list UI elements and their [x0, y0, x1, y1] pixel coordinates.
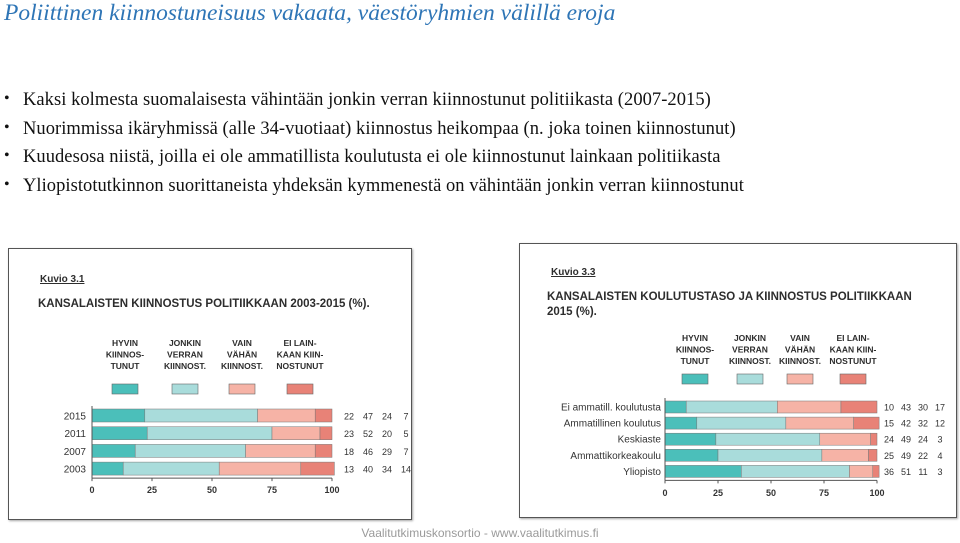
chart-caption: Kuvio 3.1 [40, 274, 85, 285]
data-label: 22 [343, 411, 355, 422]
bar-segment [873, 465, 879, 477]
data-label: 24 [883, 434, 895, 445]
bullet-symbol: • [4, 118, 10, 136]
bar-segment [272, 427, 320, 440]
legend-entry [164, 338, 206, 394]
legend-swatch [229, 384, 255, 394]
data-label: 46 [362, 446, 374, 457]
bar-segment [92, 409, 145, 422]
bar-segment [869, 449, 877, 461]
chart-svg [520, 244, 957, 518]
chart-svg [9, 249, 412, 520]
bar-segment [135, 444, 245, 457]
x-tick-label: 25 [146, 485, 158, 495]
bar-segment [716, 433, 820, 445]
x-tick-label: 100 [869, 488, 885, 498]
legend-label: VAIN [232, 338, 252, 348]
legend-label: EI LAIN- [836, 333, 870, 343]
footer-source: Vaalitutkimuskonsortio - www.vaalitutkimus.fi [361, 526, 599, 540]
legend-label: VÄHÄN [226, 349, 258, 360]
data-label: 51 [900, 466, 912, 477]
slide-title: Poliittinen kiinnostuneisuus vakaata, väestöryhmien välillä eroja [4, 0, 616, 26]
bullet-text: Nuorimmissa ikäryhmissä (alle 34-vuotiaat) kiinnostus heikompaa (n. joka toinen kiinnostunut) [23, 118, 736, 139]
bar-segment [246, 444, 316, 457]
data-label: 32 [917, 418, 929, 429]
legend-label: TUNUT [680, 356, 710, 366]
x-tick-label: 0 [89, 485, 95, 495]
bar-segment [665, 449, 718, 461]
data-label: 30 [917, 402, 929, 413]
legend-label: KIINNOST. [778, 356, 822, 366]
bar-segment [741, 465, 849, 477]
legend-label: JONKIN [733, 333, 767, 343]
data-label: 22 [917, 450, 929, 461]
legend-swatch [840, 374, 866, 384]
bar-segment [315, 409, 332, 422]
data-label: 17 [934, 402, 946, 413]
data-label: 29 [381, 446, 393, 457]
data-label: 25 [883, 450, 895, 461]
data-label: 18 [343, 446, 355, 457]
bar-segment [686, 401, 777, 413]
chart-title: KANSALAISTEN KIINNOSTUS POLITIIKKAAN 2003-2015 (%). [38, 298, 370, 310]
bar-segment [145, 409, 258, 422]
legend-swatch [682, 374, 708, 384]
bullet-text: Kuudesosa niistä, joilla ei ole ammatillista koulutusta ei ole kiinnostunut lainkaan politiikasta [23, 147, 721, 167]
bar-segment [320, 427, 332, 440]
legend-entry [106, 338, 144, 394]
legend-label: HYVIN [682, 333, 708, 343]
legend-label: KIINNOS- [105, 349, 145, 360]
legend-label: NOSTUNUT [829, 356, 877, 366]
bullet-symbol: • [4, 147, 10, 164]
bar-segment [301, 462, 335, 475]
legend-label: KAAN KIIN- [829, 344, 877, 355]
bar-segment [665, 401, 686, 413]
bar-segment [820, 433, 871, 445]
data-label: 7 [403, 446, 409, 457]
legend-label: VERRAN [167, 349, 203, 360]
data-label: 52 [362, 429, 374, 440]
category-label: 2003 [63, 464, 86, 476]
legend-label: KIINNOST. [728, 356, 772, 366]
data-label: 20 [381, 429, 393, 440]
bar-segment [871, 433, 877, 445]
bullet-symbol: • [4, 175, 10, 193]
legend-label: NOSTUNUT [276, 361, 324, 371]
bullet-item [4, 147, 960, 176]
bar-segment [315, 444, 332, 457]
chart-interest-2003-2015 [8, 248, 412, 520]
bullet-text: Kaksi kolmesta suomalaisesta vähintään jonkin verran kiinnostunut politiikasta (2007-2015) [23, 90, 711, 110]
data-label: 36 [883, 466, 895, 477]
legend-swatch [737, 374, 763, 384]
category-label: Yliopisto [623, 466, 661, 478]
data-label: 3 [937, 434, 943, 445]
data-label: 40 [362, 464, 374, 475]
legend-label: KAAN KIIN- [276, 349, 324, 360]
legend-entry [829, 333, 877, 384]
data-label: 49 [900, 450, 912, 461]
bar-segment [92, 462, 123, 475]
legend-label: VÄHÄN [784, 344, 816, 355]
data-label: 5 [403, 429, 409, 440]
bullet-symbol: • [4, 90, 10, 107]
x-tick-label: 50 [765, 488, 777, 498]
data-label: 7 [403, 411, 409, 422]
legend-entry [729, 333, 771, 384]
data-label: 47 [362, 411, 374, 422]
data-label: 10 [883, 402, 895, 413]
legend-entry [276, 338, 324, 394]
category-label: Keskiaste [617, 434, 661, 446]
bar-segment [841, 401, 877, 413]
legend-label: TUNUT [110, 361, 140, 371]
data-label: 14 [400, 464, 412, 475]
category-label: Ammatillinen koulutus [563, 418, 661, 430]
bullet-text: Yliopistotutkinnon suorittaneista yhdeksän kymmenestä on vähintään jonkin verran kiinnostunut [23, 175, 744, 196]
legend-label: VAIN [790, 333, 810, 343]
bar-segment [849, 465, 872, 477]
category-label: 2011 [64, 429, 86, 441]
chart-caption: Kuvio 3.3 [551, 267, 596, 278]
data-label: 43 [900, 402, 912, 413]
data-label: 3 [937, 466, 943, 477]
x-tick-label: 100 [324, 485, 340, 495]
category-label: Ei ammatill. koulutusta [560, 402, 661, 414]
bar-segment [258, 409, 316, 422]
chart-education-interest-2015 [519, 243, 957, 518]
legend-entry [779, 333, 821, 384]
data-label: 4 [937, 450, 943, 461]
category-label: 2015 [63, 411, 86, 423]
data-label: 12 [934, 418, 946, 429]
bar-segment [822, 449, 869, 461]
x-tick-label: 25 [712, 488, 724, 498]
legend-label: VERRAN [732, 344, 768, 355]
bar-segment [123, 462, 219, 475]
data-label: 24 [381, 411, 393, 422]
bar-segment [777, 401, 841, 413]
legend-label: HYVIN [112, 338, 138, 348]
data-label: 34 [381, 464, 393, 475]
bar-segment [854, 417, 879, 429]
legend-swatch [112, 384, 138, 394]
x-tick-label: 75 [266, 485, 278, 495]
x-tick-label: 75 [818, 488, 830, 498]
data-label: 15 [883, 418, 895, 429]
data-label: 49 [900, 434, 912, 445]
chart-title: KANSALAISTEN KOULUTUSTASO JA KIINNOSTUS POLITIIKKAAN [547, 291, 912, 303]
x-tick-label: 50 [206, 485, 218, 495]
bar-segment [92, 444, 135, 457]
bar-segment [718, 449, 822, 461]
legend-label: EI LAIN- [283, 338, 317, 348]
bullet-item [4, 176, 960, 205]
category-label: 2007 [63, 446, 86, 458]
category-label: Ammattikorkeakoulu [570, 450, 661, 462]
data-label: 11 [918, 466, 928, 477]
chart-title: 2015 (%). [547, 306, 597, 318]
data-label: 23 [343, 429, 355, 440]
legend-swatch [787, 374, 813, 384]
legend-entry [221, 338, 263, 394]
legend-swatch [172, 384, 198, 394]
bullet-list [4, 90, 960, 204]
legend-label: KIINNOS- [675, 344, 715, 355]
legend-label: KIINNOST. [163, 361, 207, 371]
x-tick-label: 0 [662, 488, 668, 498]
bar-segment [665, 417, 697, 429]
legend-label: KIINNOST. [220, 361, 264, 371]
bar-segment [665, 433, 716, 445]
bullet-item [4, 90, 960, 119]
bar-segment [219, 462, 301, 475]
bar-segment [786, 417, 854, 429]
legend-entry [676, 333, 714, 384]
legend-swatch [287, 384, 313, 394]
bar-segment [697, 417, 786, 429]
bar-segment [665, 465, 741, 477]
data-label: 42 [900, 418, 912, 429]
bullet-item [4, 119, 960, 148]
legend-label: JONKIN [168, 338, 202, 348]
data-label: 13 [343, 464, 355, 475]
bar-segment [92, 427, 147, 440]
data-label: 24 [917, 434, 929, 445]
bar-segment [147, 427, 272, 440]
